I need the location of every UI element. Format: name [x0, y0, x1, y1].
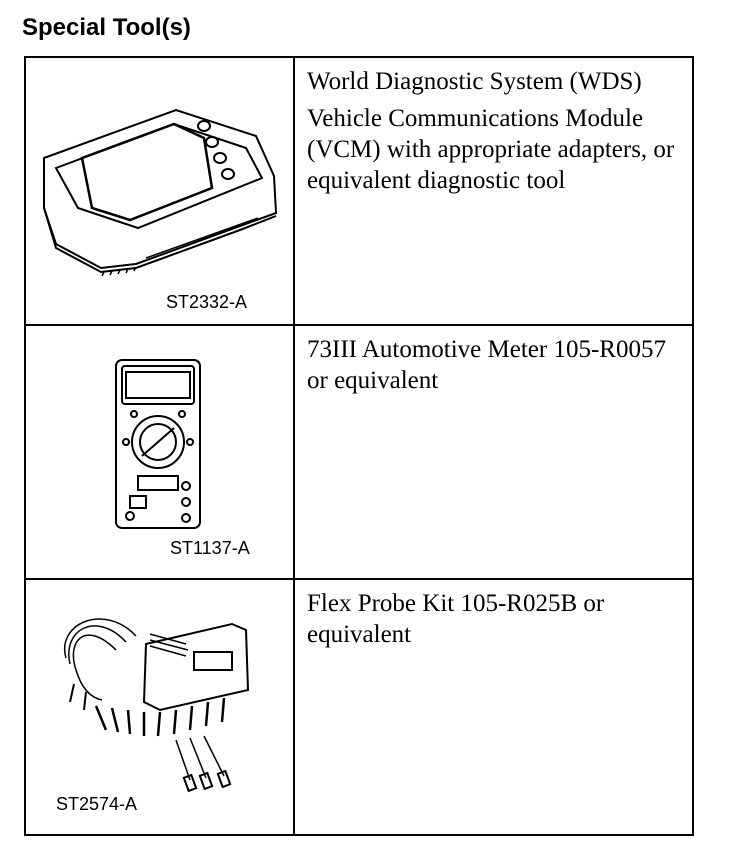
- tool-description-cell: [294, 325, 693, 579]
- special-tools-table: [24, 56, 694, 836]
- tool-illustration-cell: [25, 57, 294, 325]
- tool-detail: Vehicle Communications Module (VCM) with appropriate adapters, or equivalent diagnostic tool: [307, 105, 675, 194]
- tool-code: ST1137-A: [170, 538, 250, 558]
- tool-code: ST2574-A: [56, 794, 138, 814]
- tool-row: [25, 57, 693, 325]
- tool-row: [25, 579, 693, 835]
- tool-illustration-cell: [25, 325, 294, 579]
- tool-code: ST2332-A: [166, 292, 248, 312]
- tool-name: 73III Automotive Meter 105-R0057 or equivalent: [307, 336, 666, 394]
- tool-row: [25, 325, 693, 579]
- tool-name: Flex Probe Kit 105-R025B or equivalent: [307, 590, 605, 648]
- diagnostic-tablet-icon: [26, 58, 293, 324]
- tool-illustration-cell: [25, 579, 294, 835]
- page-heading: Special Tool(s): [22, 14, 191, 41]
- multimeter-icon: [26, 326, 293, 578]
- tool-name: World Diagnostic System (WDS): [307, 68, 642, 95]
- tool-description-cell: [294, 57, 693, 325]
- tool-description-cell: [294, 579, 693, 835]
